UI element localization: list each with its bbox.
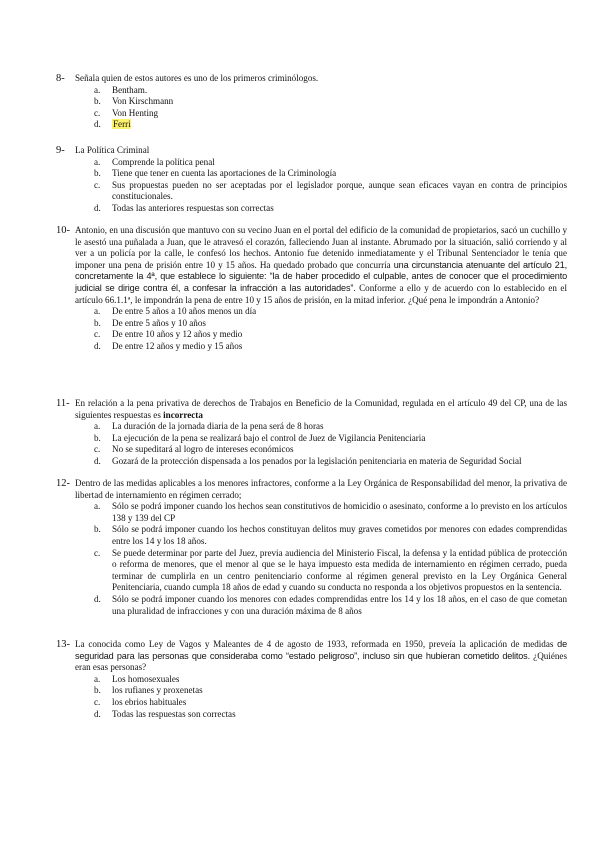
option-c: c. No se supeditará al logro de intereses económicos bbox=[94, 444, 294, 455]
option-b: b. Sólo se podrá imponer cuando los hechos constituyan delitos muy graves cometidos por menores con edades comprendidas entre los 14 y los 18 años. bbox=[94, 524, 567, 546]
option-a: a. Comprende la política penal bbox=[94, 156, 215, 167]
option-a: a. Los homosexuales bbox=[94, 673, 180, 684]
question-number: 12- bbox=[56, 478, 70, 489]
options-list bbox=[75, 674, 567, 720]
option-c: c. De entre 10 años y 12 años y medio bbox=[94, 329, 243, 340]
option-a: a. La duración de la jornada diaria de la pena será de 8 horas bbox=[94, 421, 324, 432]
question-stem: Antonio, en una discusión que mantuvo con su vecino Juan en el portal del edificio de la comunidad de propietarios, sacó un cuchillo y le asestó una puñalada a Juan, que le atravesó el corazón, falleciendo Juan al instante. Abrumado por la situación, salió corriendo y al ver a un policía por la calle, le confesó los hechos. Antonio fue detenido inmediatamente y el Tribunal Sentenciador le tenía que imponer una pena de prisión entre 10 y 15 años. Ha quedado probado que concurría una circunstancia atenuante del artículo 21, concretamente la 4ª, que establece lo siguiente: “la de haber procedido el culpable, antes de conocer que el procedimiento judicial se dirige contra él, a confesar la infracción a las autoridades”. Conforme a ello y de acuerdo con lo establecido en el artículo 66.1.1ª, le impondrán la pena de entre 10 y 15 años de prisión, en la mitad inferior. ¿Qué pena le impondrán a Antonio? bbox=[75, 225, 567, 305]
question-number: 8- bbox=[56, 73, 65, 84]
emphasized-text: de seguridad para las personas que consideraba como “estado peligroso”, incluso sin que hubieran cometido delitos. bbox=[75, 639, 567, 661]
question-number: 13- bbox=[56, 639, 70, 650]
options-list bbox=[75, 157, 567, 215]
question-stem: Dentro de las medidas aplicables a los menores infractores, conforme a la Ley Orgánica de Responsabilidad del menor, la privativa de libertad de internamiento en régimen cerrado; bbox=[75, 478, 567, 500]
option-d: d. Sólo se podrá imponer cuando los menores con edades comprendidas entre los 14 y los 18 años, en el caso de que cometan una pluralidad de infracciones y con una duración máxima de 8 años bbox=[94, 593, 567, 616]
quoted-article-text: una circunstancia atenuante del artículo 21, concretamente la 4ª, que establece lo siguiente: “la de haber procedido el culpable, antes de conocer que el procedimiento judicial se dirige contra él, a confesar la infracción a las autoridades”. bbox=[75, 259, 567, 293]
question-number: 10- bbox=[56, 225, 70, 236]
question-13 bbox=[56, 639, 567, 720]
question-stem: La conocida como Ley de Vagos y Maleantes de 4 de agosto de 1933, reformada en 1950, preveía la aplicación de medidas de seguridad para las personas que consideraba como “estado peligroso”, incluso sin que hubieran cometido delitos. ¿Quiénes eran esas personas? bbox=[75, 639, 567, 673]
question-stem: En relación a la pena privativa de derechos de Trabajos en Beneficio de la Comunidad, regulada en el artículo 49 del CP, una de las siguientes respuestas es incorrecta bbox=[75, 398, 567, 420]
option-d: d. Todas las respuestas son correctas bbox=[94, 708, 236, 719]
option-b: b. Von Kirschmann bbox=[94, 96, 174, 107]
options-list bbox=[75, 85, 567, 131]
option-d: d. Gozará de la protección dispensada a los penados por la legislación penitenciaria en materia de Seguridad Social bbox=[94, 455, 522, 466]
option-c: c. Sus propuestas pueden no ser aceptadas por el legislador porque, aunque sean eficaces vayan en contra de principios constitucionales. bbox=[94, 179, 567, 202]
option-b: b. De entre 5 años y 10 años bbox=[94, 317, 206, 328]
question-number: 9- bbox=[56, 145, 65, 156]
question-10 bbox=[56, 225, 567, 353]
option-b: b. La ejecución de la pena se realizará bajo el control de Juez de Vigilancia Penitenciaria bbox=[94, 432, 426, 443]
option-d: d. Todas las anteriores respuestas son correctas bbox=[94, 202, 274, 213]
question-12 bbox=[56, 478, 567, 617]
option-c: c. Se puede determinar por parte del Juez, previa audiencia del Ministerio Fiscal, la defensa y la entidad pública de protección o reforma de menores, que el menor al que se le haya impuesto esta medida de internamiento en régimen cerrado, pueda terminar de cumplirla en un centro penitenciario conforme al régimen general previsto en la Ley Orgánica General Penitenciaria, cuando cumpla 18 años de edad y cuando su conducta no responda a los objetivos propuestos en la sentencia. bbox=[94, 547, 567, 593]
option-c: c. Von Henting bbox=[94, 107, 159, 118]
options-list bbox=[75, 501, 567, 617]
option-a: a. Sólo se podrá imponer cuando los hechos sean constitutivos de homicidio o asesinato, conforme a lo previsto en los artículos 138 y 139 del CP bbox=[94, 501, 567, 523]
question-stem: La Política Criminal bbox=[75, 145, 150, 155]
highlighted-answer: Ferri bbox=[113, 119, 131, 130]
option-d: d. De entre 12 años y medio y 15 años bbox=[94, 340, 243, 351]
option-a: a. De entre 5 años a 10 años menos un día bbox=[94, 306, 257, 317]
question-9 bbox=[56, 145, 567, 215]
question-11 bbox=[56, 398, 567, 468]
question-number: 11- bbox=[56, 398, 70, 409]
question-8 bbox=[56, 73, 567, 131]
option-b: b. los rufianes y proxenetas bbox=[94, 685, 203, 696]
option-c: c. los ebrios habituales bbox=[94, 696, 187, 707]
option-d: d. Ferri bbox=[94, 119, 131, 130]
options-list bbox=[75, 306, 567, 352]
option-b: b. Tiene que tener en cuenta las aportaciones de la Criminología bbox=[94, 168, 337, 179]
option-a: a. Bentham. bbox=[94, 84, 148, 95]
question-stem: Señala quien de estos autores es uno de los primeros criminólogos. bbox=[75, 73, 319, 83]
emphasis-incorrecta: incorrecta bbox=[163, 409, 203, 420]
options-list bbox=[75, 421, 567, 467]
